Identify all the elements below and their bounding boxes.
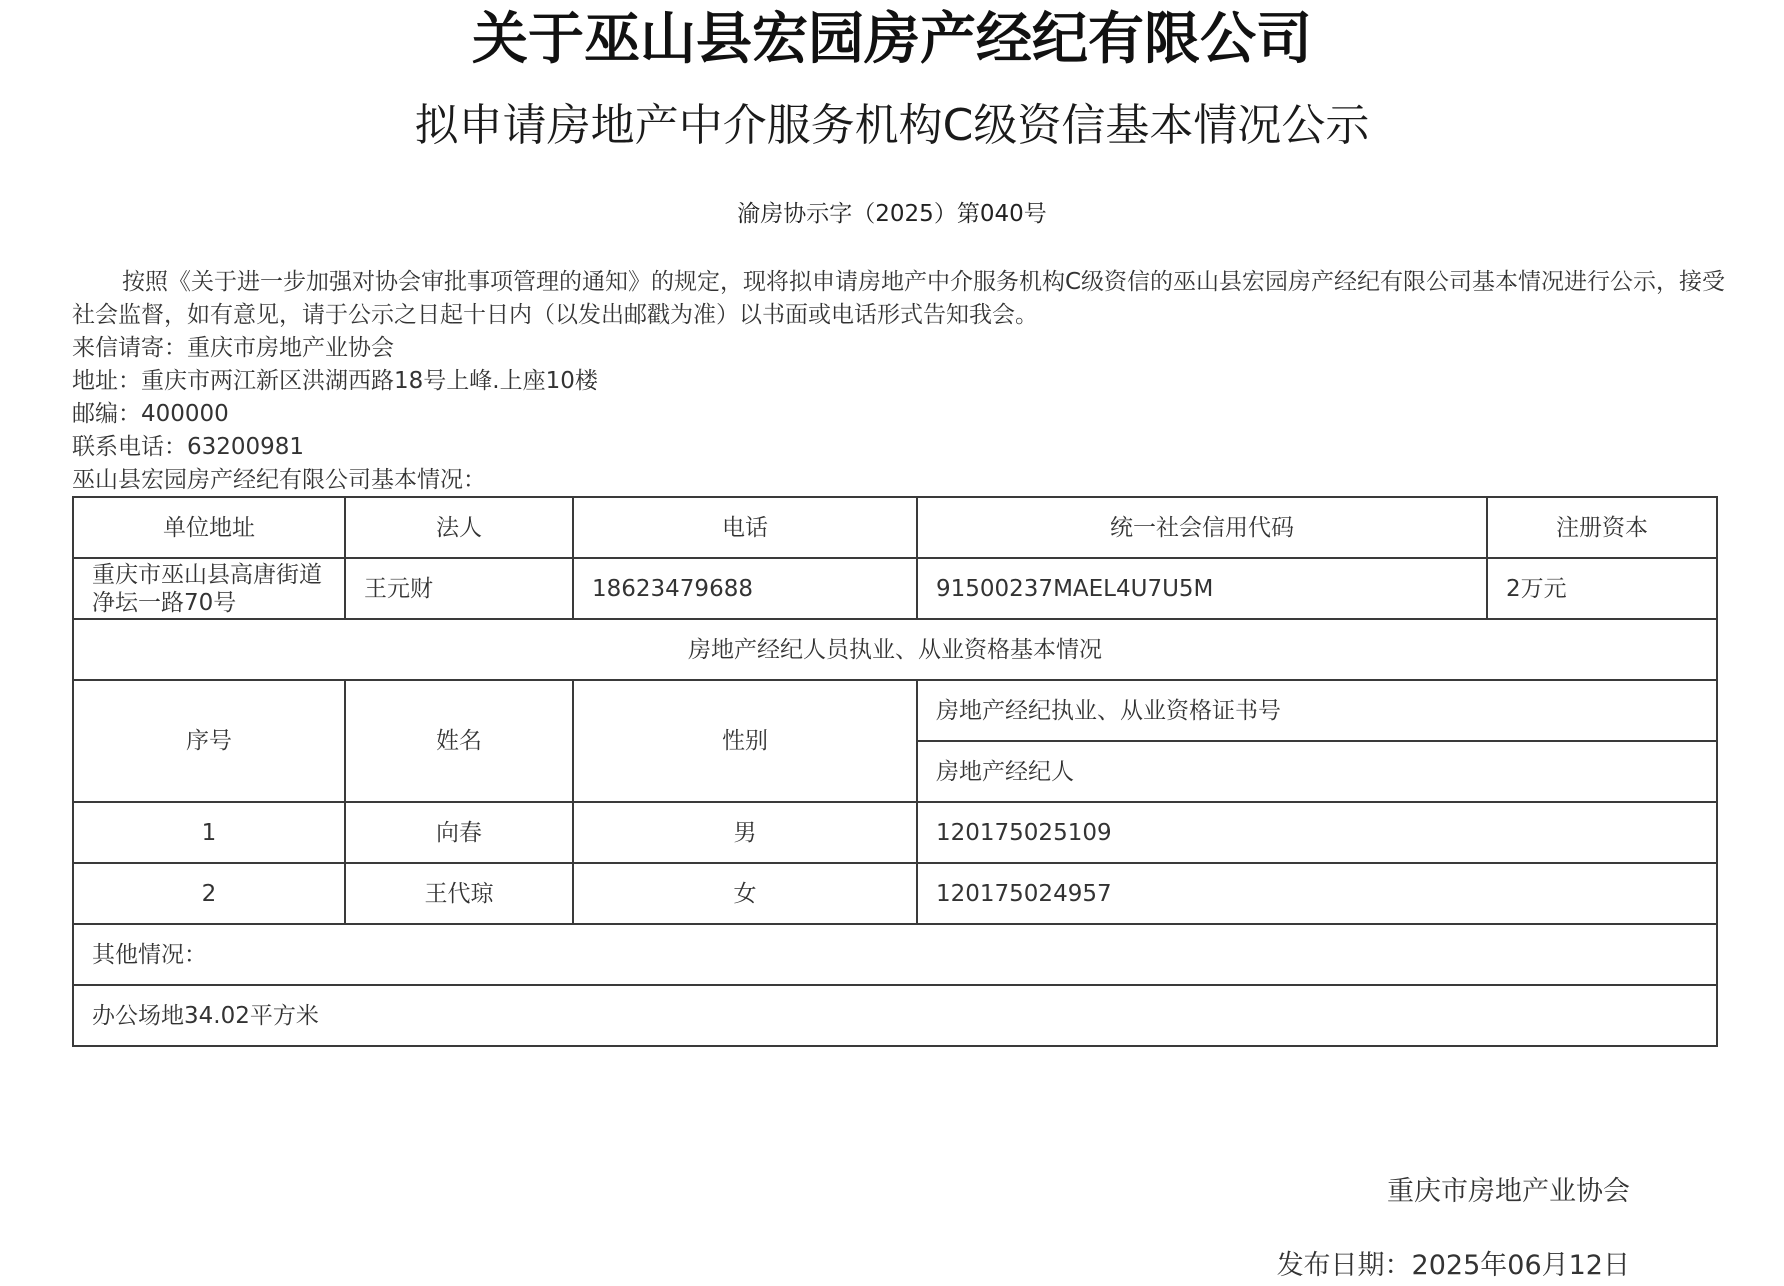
company-info-table <box>72 496 1718 1047</box>
header-cert-type: 房地产经纪人 <box>917 741 1717 802</box>
phone-line: 联系电话：63200981 <box>72 434 305 460</box>
address-line: 地址：重庆市两江新区洪湖西路18号上峰.上座10楼 <box>72 368 598 394</box>
company-capital: 2万元 <box>1487 558 1717 619</box>
mail-to-line: 来信请寄：重庆市房地产业协会 <box>72 335 394 361</box>
staff-cert: 120175024957 <box>917 863 1717 924</box>
staff-section-row <box>73 619 1717 680</box>
document-title: 关于巫山县宏园房产经纪有限公司 <box>472 7 1312 72</box>
header-capital: 注册资本 <box>1487 497 1717 558</box>
staff-index: 1 <box>73 802 345 863</box>
other-label-row <box>73 924 1717 985</box>
document-subtitle: 拟申请房地产中介服务机构C级资信基本情况公示 <box>414 100 1370 151</box>
company-header-row <box>73 497 1717 558</box>
header-name: 姓名 <box>345 680 573 802</box>
company-phone: 18623479688 <box>573 558 917 619</box>
table-row <box>73 802 1717 863</box>
company-legal-person: 王元财 <box>345 558 573 619</box>
staff-gender: 男 <box>573 802 917 863</box>
section-label: 巫山县宏园房产经纪有限公司基本情况： <box>72 467 486 493</box>
header-legal-person: 法人 <box>345 497 573 558</box>
company-address: 重庆市巫山县高唐街道净坛一路70号 <box>73 558 345 619</box>
header-gender: 性别 <box>573 680 917 802</box>
other-label: 其他情况： <box>73 924 1717 985</box>
staff-name: 向春 <box>345 802 573 863</box>
staff-cert: 120175025109 <box>917 802 1717 863</box>
header-cert-group: 房地产经纪执业、从业资格证书号 <box>917 680 1717 741</box>
footer-organization: 重庆市房地产业协会 <box>1387 1176 1630 1207</box>
document-number: 渝房协示字（2025）第040号 <box>737 201 1047 227</box>
header-phone: 电话 <box>573 497 917 558</box>
table-row <box>73 863 1717 924</box>
header-index: 序号 <box>73 680 345 802</box>
footer-date: 发布日期：2025年06月12日 <box>1276 1250 1630 1281</box>
header-address: 单位地址 <box>73 497 345 558</box>
intro-section <box>72 266 1732 497</box>
intro-paragraph: 按照《关于进一步加强对协会审批事项管理的通知》的规定，现将拟申请房地产中介服务机构C级资信的巫山县宏园房产经纪有限公司基本情况进行公示，接受社会监督，如有意见，请于公示之日起十日内（以发出邮戳为准）以书面或电话形式告知我会。 <box>72 269 1726 328</box>
staff-name: 王代琼 <box>345 863 573 924</box>
staff-section-title: 房地产经纪人员执业、从业资格基本情况 <box>73 619 1717 680</box>
other-content-row <box>73 985 1717 1046</box>
company-data-row <box>73 558 1717 619</box>
postcode-line: 邮编：400000 <box>72 401 229 427</box>
other-content: 办公场地34.02平方米 <box>73 985 1717 1046</box>
header-credit-code: 统一社会信用代码 <box>917 497 1487 558</box>
company-credit-code: 91500237MAEL4U7U5M <box>917 558 1487 619</box>
staff-gender: 女 <box>573 863 917 924</box>
staff-header-row-1 <box>73 680 1717 741</box>
staff-index: 2 <box>73 863 345 924</box>
